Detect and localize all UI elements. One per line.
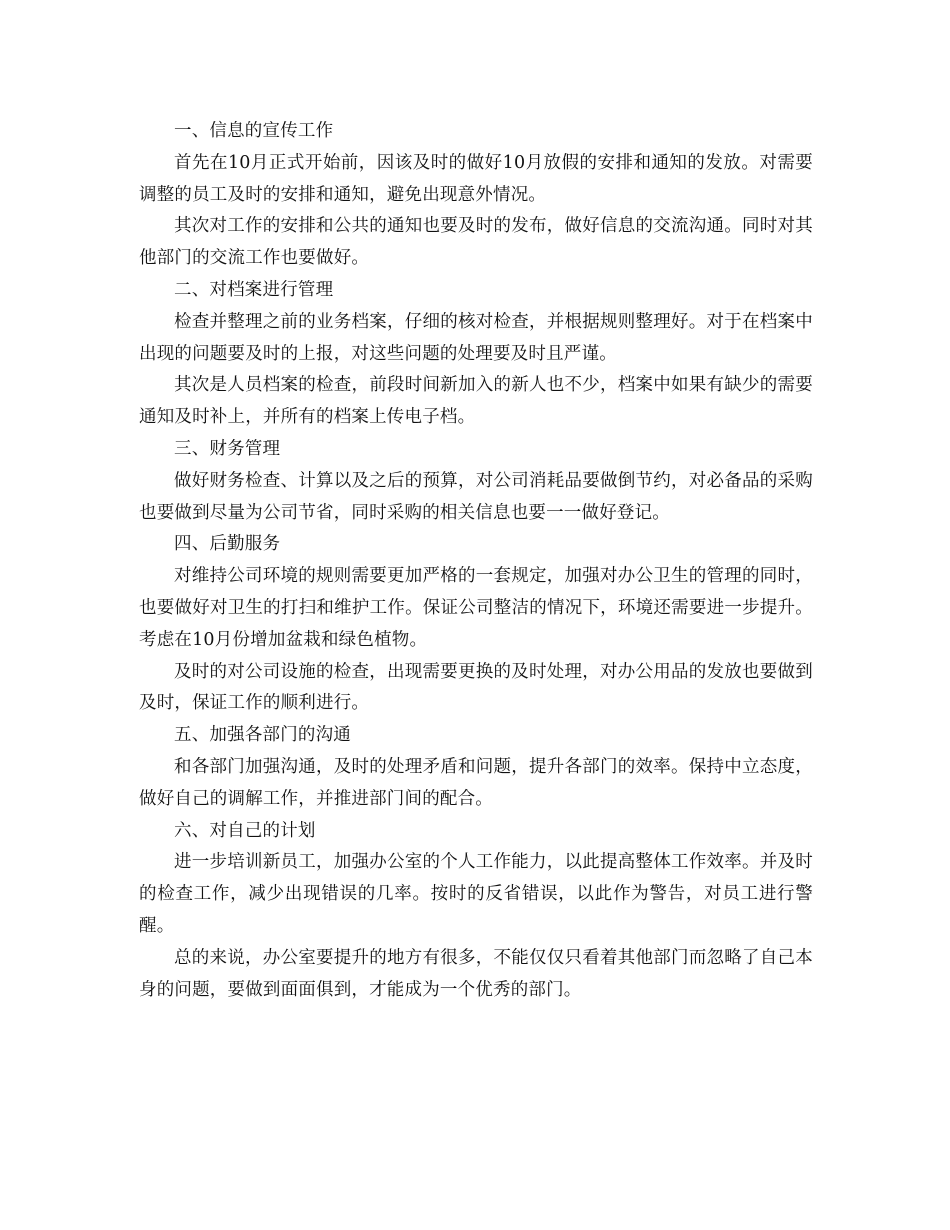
section-heading-publicity: 一、信息的宣传工作 xyxy=(174,121,334,141)
section-heading-archives: 二、对档案进行管理 xyxy=(174,279,334,300)
paragraph-conclusion: 总的来说，办公室要提升的地方有很多，不能仅仅只看着其他部门而忽略了自己本身的问题，要做到面面俱到，才能成为一个优秀的部门。 xyxy=(139,947,813,1000)
section-heading-finance: 三、财务管理 xyxy=(174,438,281,459)
paragraph: 进一步培训新员工，加强办公室的个人工作能力，以此提高整体工作效率。并及时的检查工作，减少出现错误的几率。按时的反省错误，以此作为警告，对员工进行警醒。 xyxy=(139,852,813,936)
section-heading-communication: 五、加强各部门的沟通 xyxy=(174,725,351,746)
paragraph: 做好财务检查、计算以及之后的预算，对公司消耗品要做倒节约，对必备品的采购也要做到尽量为公司节省，同时采购的相关信息也要一一做好登记。 xyxy=(139,470,813,523)
paragraph: 检查并整理之前的业务档案，仔细的核对检查，并根据规则整理好。对于在档案中出现的问题要及时的上报，对这些问题的处理要及时且严谨。 xyxy=(139,311,813,364)
paragraph: 其次对工作的安排和公共的通知也要及时的发布，做好信息的交流沟通。同时对其他部门的交流工作也要做好。 xyxy=(139,216,813,269)
paragraph: 和各部门加强沟通，及时的处理矛盾和问题，提升各部门的效率。保持中立态度，做好自己的调解工作，并推进部门间的配合。 xyxy=(139,756,813,809)
section-heading-self-plan: 六、对自己的计划 xyxy=(174,820,316,841)
paragraph: 对维持公司环境的规则需要更加严格的一套规定，加强对办公卫生的管理的同时，也要做好对卫生的打扫和维护工作。保证公司整洁的情况下，环境还需要进一步提升。考虑在10月份增加盆栽和绿色植物。 xyxy=(139,566,813,650)
paragraph: 及时的对公司设施的检查，出现需要更换的及时处理，对办公用品的发放也要做到及时，保证工作的顺利进行。 xyxy=(139,661,813,714)
section-heading-logistics: 四、后勤服务 xyxy=(174,534,281,555)
document-body xyxy=(139,116,813,1006)
paragraph: 首先在10月正式开始前，因该及时的做好10月放假的安排和通知的发放。对需要调整的员工及时的安排和通知，避免出现意外情况。 xyxy=(139,152,813,205)
paragraph: 其次是人员档案的检查，前段时间新加入的新人也不少，档案中如果有缺少的需要通知及时补上，并所有的档案上传电子档。 xyxy=(139,375,813,428)
